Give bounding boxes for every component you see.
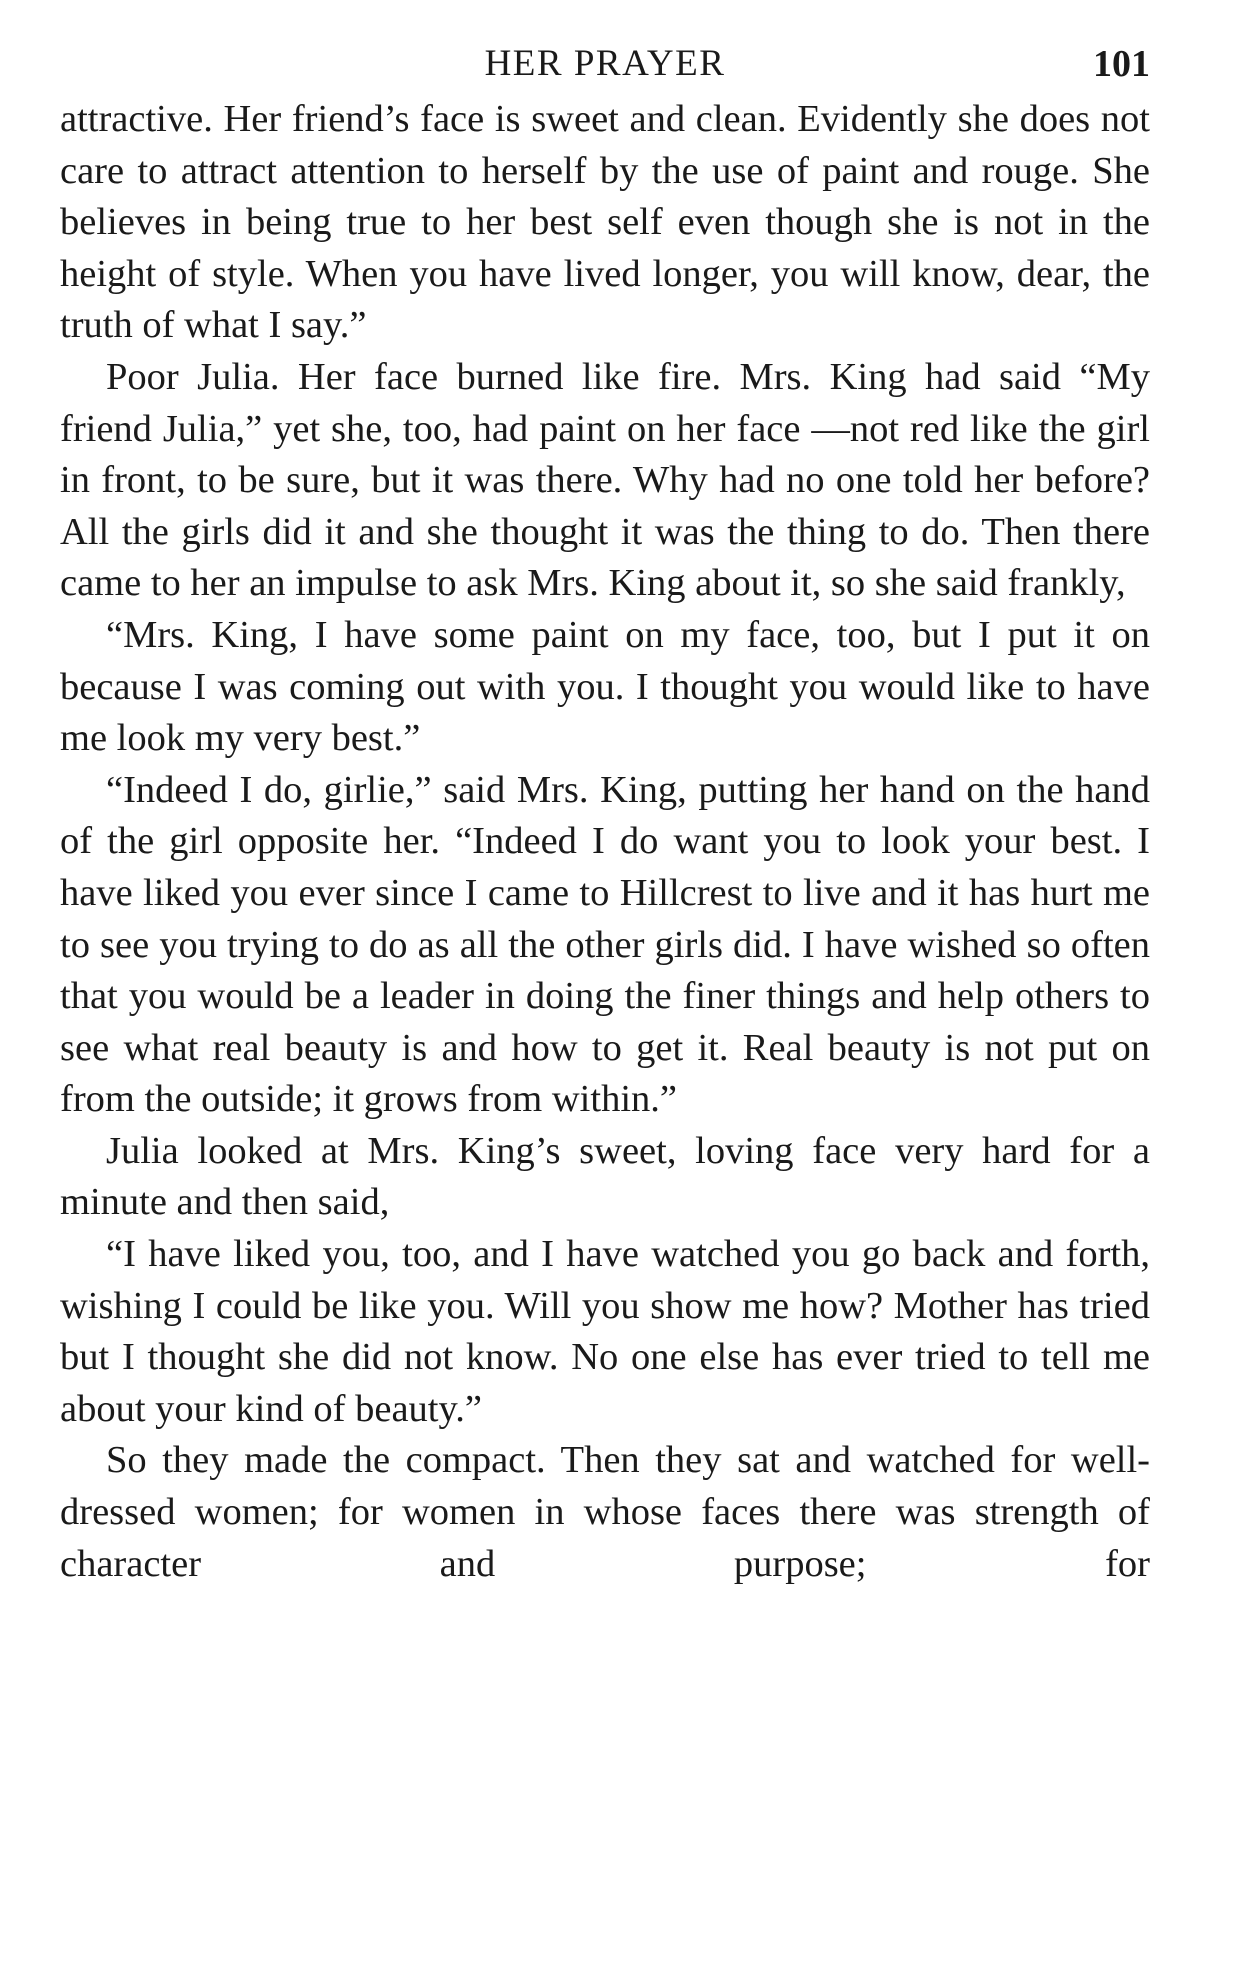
paragraph-2: Poor Julia. Her face burned like fire. Mrs. King had said “My friend Julia,” yet she, too, had paint on her face —not red like the girl in front, to be sure, but it was there. Why had no one told her before? All the girls did it and she thought it was the thing to do. Then there came to her an impulse to ask Mrs. King about it, so she said frankly,	[60, 355, 1150, 605]
paragraph-6: “I have liked you, too, and I have watched you go back and forth, wishing I could be like you. Will you show me how? Mother has tried but I thought she did not know. No one else has ever tried to tell me about your kind of beauty.”	[60, 1233, 1150, 1430]
page-number: 101	[1093, 43, 1150, 85]
paragraph-3: “Mrs. King, I have some paint on my face, too, but I put it on because I was coming out with you. I thought you would like to have me look my very best.”	[60, 613, 1150, 760]
paragraph-5: Julia looked at Mrs. King’s sweet, loving face very hard for a minute and then said,	[60, 1129, 1150, 1224]
paragraph-7: So they made the compact. Then they sat and watched for well-dressed women; for women in whose faces there was strength of character and purpose; for	[60, 1439, 1150, 1585]
paragraph-4: “Indeed I do, girlie,” said Mrs. King, putting her hand on the hand of the girl opposite her. “Indeed I do want you to look your best. I have liked you ever since I came to Hillcrest to live and it has hurt me to see you trying to do as all the other girls did. I have wished so often that you would be a leader in doing the finer things and help others to see what real beauty is and how to get it. Real beauty is not put on from the outside; it grows from within.”	[60, 768, 1150, 1121]
body-text	[60, 94, 1150, 1590]
running-head	[60, 38, 1150, 90]
book-page	[60, 38, 1150, 1590]
paragraph-1: attractive. Her friend’s face is sweet and clean. Evidently she does not care to attract attention to herself by the use of paint and rouge. She believes in being true to her best self even though she is not in the height of style. When you have lived longer, you will know, dear, the truth of what I say.”	[60, 98, 1150, 347]
running-title: HER PRAYER	[484, 43, 726, 84]
